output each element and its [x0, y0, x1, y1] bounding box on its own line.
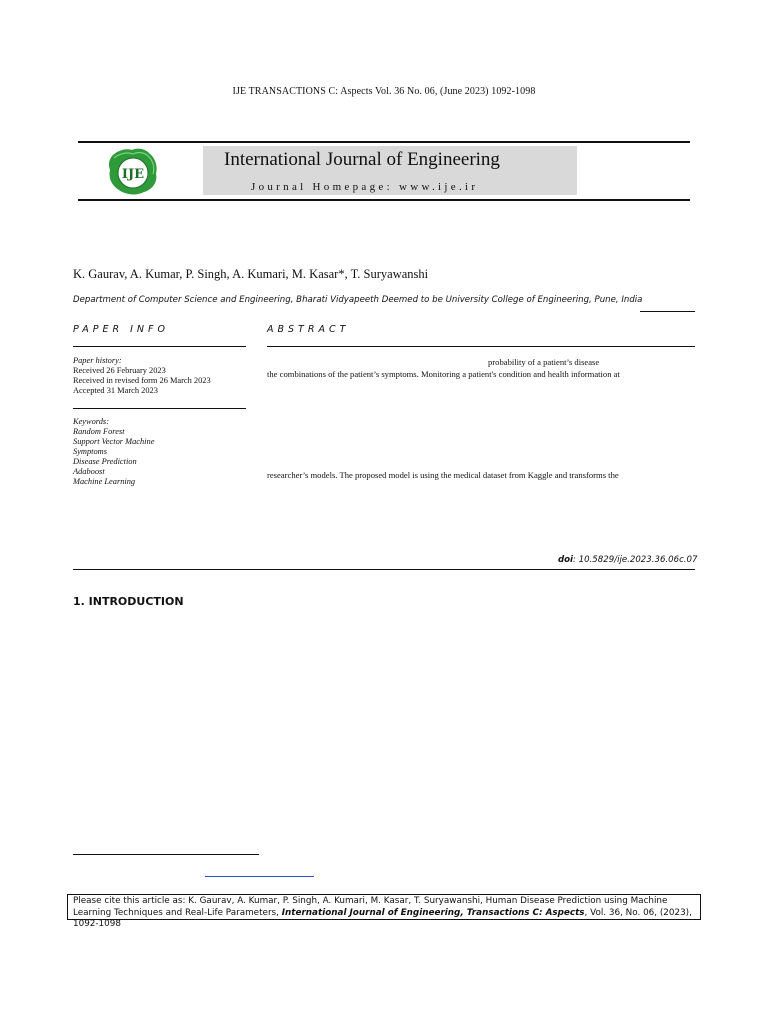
history-rule — [73, 408, 246, 409]
logo-text: IJE — [121, 167, 145, 182]
abstract-label: ABSTRACT — [267, 324, 350, 335]
citation-text: Please cite this article as: K. Gaurav, A. Kumar, P. Singh, A. Kumari, M. Kasar, T. Suryawanshi, Human Disease Prediction using Machine Learning Techniques and Real-Life Parameters, — [73, 896, 668, 918]
citation-suffix: , Vol. 36, No. 06, (2023), 1092-1098 — [73, 907, 692, 929]
author-list: K. Gaurav, A. Kumar, P. Singh, A. Kumari, M. Kasar*, T. Suryawanshi — [73, 267, 429, 281]
abstract-line: researcher’s models. The proposed model is using the medical dataset from Kaggle and transforms the — [267, 470, 619, 480]
affiliation: Department of Computer Science and Engineering, Bharati Vidyapeeth Deemed to be University College of Engineering, Pune, India — [73, 295, 643, 305]
keyword-item: Disease Prediction — [73, 457, 137, 466]
doi-value[interactable]: : 10.5829/ije.2023.36.06c.07 — [573, 555, 698, 565]
keyword-item: Random Forest — [73, 427, 125, 436]
doi — [558, 555, 697, 565]
corresponding-email-link[interactable] — [205, 876, 314, 877]
banner-bottom-rule — [78, 199, 690, 201]
paper-history-label: Paper history: — [73, 356, 122, 365]
abstract-rule — [267, 346, 695, 347]
introduction-heading: 1. INTRODUCTION — [73, 595, 184, 608]
running-header: IJE TRANSACTIONS C: Aspects Vol. 36 No. 06, (June 2023) 1092-1098 — [232, 86, 536, 97]
journal-title: International Journal of Engineering — [224, 149, 500, 170]
journal-logo-icon — [106, 146, 160, 196]
citation-journal: International Journal of Engineering, Transactions C: Aspects — [281, 907, 585, 918]
citation-box — [67, 894, 701, 929]
keyword-item: Machine Learning — [73, 477, 136, 486]
paper-info-rule — [73, 346, 246, 347]
affiliation-rule — [640, 311, 695, 312]
abstract-line: probability of a patient’s disease — [488, 357, 600, 367]
keyword-item: Adaboost — [73, 467, 105, 476]
banner-top-rule — [78, 141, 690, 143]
keywords-block — [73, 417, 154, 487]
keyword-item: Symptoms — [73, 447, 107, 456]
accepted-date: Accepted 31 March 2023 — [73, 386, 158, 395]
paper-info-label: PAPER INFO — [73, 324, 169, 335]
journal-homepage: Journal Homepage: www.ije.ir — [251, 181, 479, 193]
footnote-rule — [73, 854, 259, 855]
received-date: Received 26 February 2023 — [73, 366, 166, 375]
paper-history — [73, 356, 211, 396]
abstract-line: the combinations of the patient’s symptoms. Monitoring a patient's condition and health information at — [267, 369, 620, 379]
doi-label: doi — [558, 555, 574, 565]
revised-date: Received in revised form 26 March 2023 — [73, 376, 211, 385]
abstract-bottom-rule — [73, 569, 695, 570]
keyword-item: Support Vector Machine — [73, 437, 155, 446]
keywords-label: Keywords: — [73, 417, 109, 426]
